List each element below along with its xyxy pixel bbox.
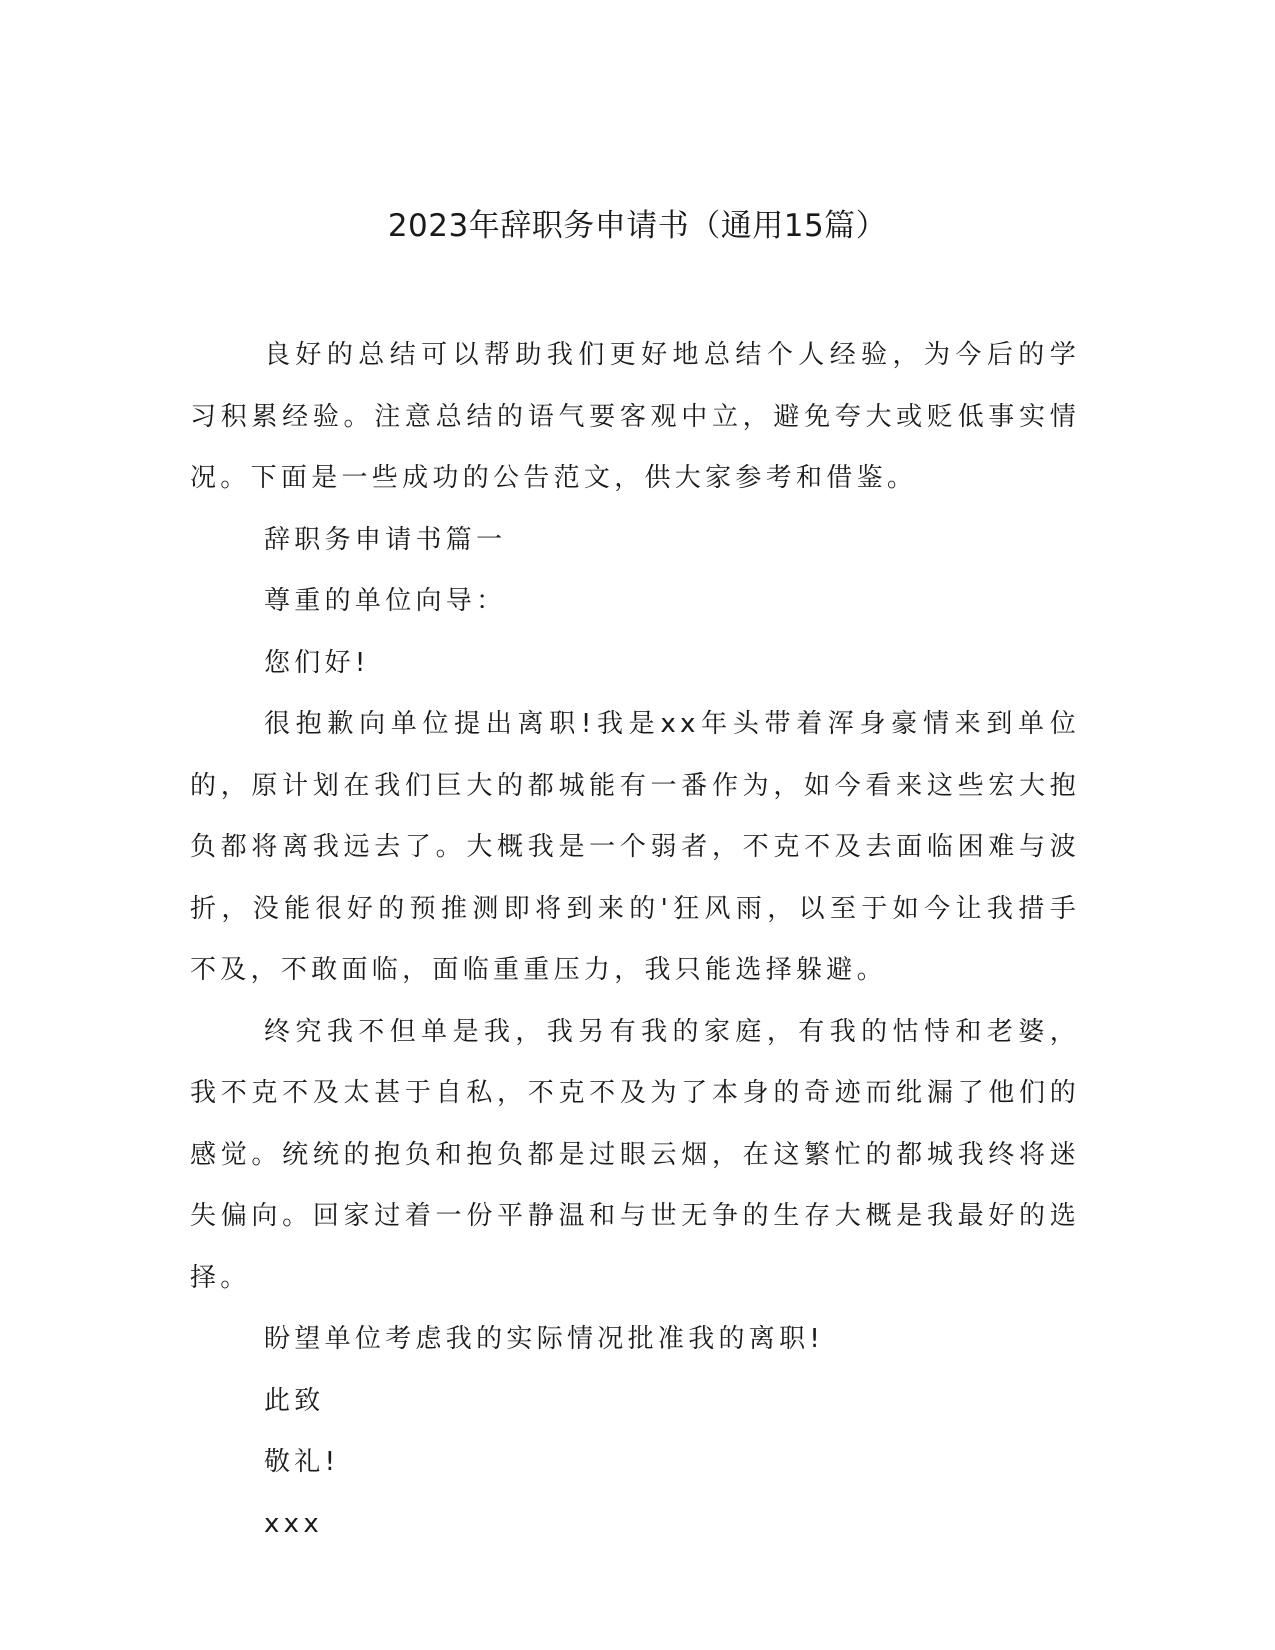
greeting: 您们好! xyxy=(264,647,370,678)
signature: xxx xyxy=(264,1508,324,1539)
closing-line: 此致 xyxy=(264,1385,325,1416)
request-line: 盼望单位考虑我的实际情况批准我的离职! xyxy=(264,1324,825,1354)
document-title: 2023年辞职务申请书（通用15篇） xyxy=(387,208,888,244)
section-heading: 辞职务申请书篇一 xyxy=(264,524,507,555)
body-paragraph: 很抱歉向单位提出离职!我是xx年头带着浑身豪情来到单位的，原计划在我们巨大的都城能有一番作为，如今看来这些宏大抱负都将离我远去了。大概我是一个弱者，不克不及去面临困难与波折，没能很好的预推测即将到来的'狂风雨，以至于如今让我措手不及，不敢面临，面临重重压力，我只能选择躲避。 xyxy=(190,709,1080,985)
salutation: 尊重的单位向导： xyxy=(264,586,507,616)
document-body xyxy=(190,325,1080,1555)
closing-regards: 敬礼! xyxy=(264,1447,340,1477)
body-paragraph: 终究我不但单是我，我另有我的家庭，有我的怙恃和老婆，我不克不及太甚于自私，不克不及为了本身的奇迹而纰漏了他们的感觉。统统的抱负和抱负都是过眼云烟，在这繁忙的都城我终将迷失偏向。回家过着一份平静温和与世无争的生存大概是我最好的选择。 xyxy=(190,1016,1080,1293)
intro-paragraph: 良好的总结可以帮助我们更好地总结个人经验，为今后的学习积累经验。注意总结的语气要客观中立，避免夸大或贬低事实情况。下面是一些成功的公告范文，供大家参考和借鉴。 xyxy=(190,340,1080,493)
